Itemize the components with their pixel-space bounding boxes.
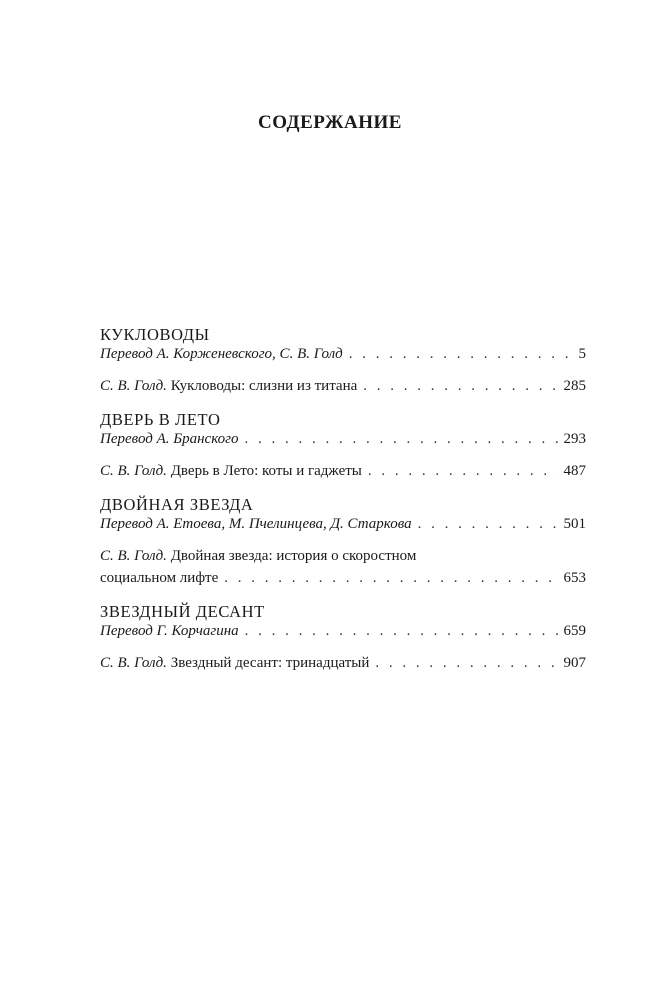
toc-section [100,602,586,673]
page-number: 659 [563,623,586,639]
entry-text: Перевод А. Корженевского, С. В. Голд [100,346,343,362]
entry-author: С. В. Голд. [100,655,167,671]
entry-author: С. В. Голд. [100,548,167,564]
page-number: 501 [563,516,586,532]
section-title: КУКЛОВОДЫ [100,325,210,344]
toc-section [100,410,586,481]
dot-leader [375,654,557,673]
toc-section [100,495,586,588]
dot-leader [245,430,558,449]
entry-text: Перевод Г. Корчагина [100,623,239,639]
page-number: 5 [578,346,586,362]
page-number: 293 [563,431,586,447]
entry-text: Дверь в Лето: коты и гаджеты [170,463,362,479]
toc-section [100,325,586,396]
toc-entry-translation[interactable] [100,430,586,449]
table-of-contents [100,325,586,687]
dot-leader [368,462,558,481]
entry-text: Перевод А. Етоева, М. Пчелинцева, Д. Старкова [100,516,412,532]
entry-text-continued: социальном лифте [100,570,219,586]
toc-entry-translation[interactable] [100,622,586,641]
page-number: 907 [563,655,586,671]
toc-entry-essay[interactable] [100,462,586,481]
dot-leader [363,377,557,396]
toc-entry-translation[interactable] [100,515,586,534]
toc-entry-essay[interactable] [100,547,586,588]
dot-leader [224,569,557,588]
section-title: ЗВЕЗДНЫЙ ДЕСАНТ [100,602,265,621]
section-title: ДВОЙНАЯ ЗВЕЗДА [100,495,254,514]
toc-entry-translation[interactable] [100,345,586,364]
dot-leader [245,622,558,641]
entry-author: С. В. Голд. [100,463,167,479]
entry-text: Перевод А. Бранского [100,431,239,447]
dot-leader [349,345,573,364]
entry-author: С. В. Голд. [100,378,167,394]
toc-entry-essay[interactable] [100,654,586,673]
page-number: 653 [563,570,586,586]
dot-leader [418,515,558,534]
entry-text: Двойная звезда: история о скоростном [170,548,417,564]
page-title: СОДЕРЖАНИЕ [258,112,402,133]
page-number: 285 [563,378,586,394]
entry-text: Кукловоды: слизни из титана [170,378,358,394]
section-title: ДВЕРЬ В ЛЕТО [100,410,221,429]
page-number: 487 [563,463,586,479]
entry-text: Звездный десант: тринадцатый [170,655,370,671]
toc-entry-essay[interactable] [100,377,586,396]
